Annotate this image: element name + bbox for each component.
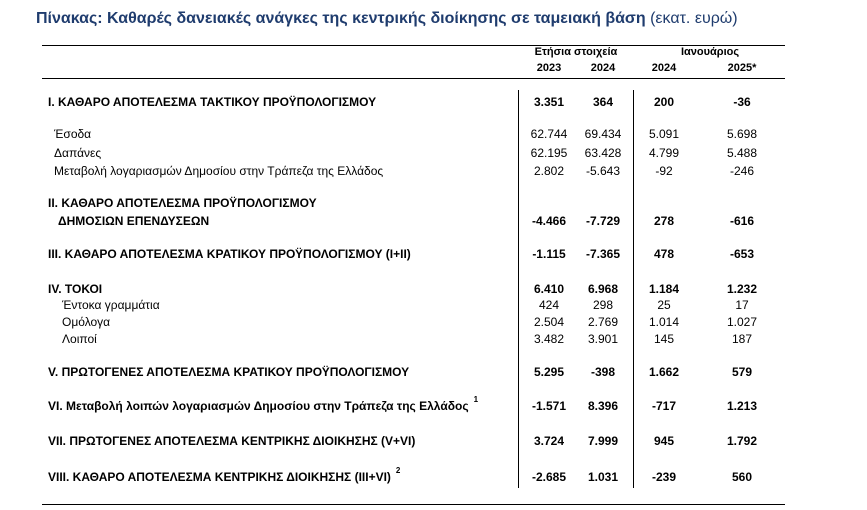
table-row xyxy=(0,365,867,381)
row-value-col-4: -653 xyxy=(729,247,755,261)
row-label: Λοιποί xyxy=(62,332,97,346)
row-value-col-1: 3.351 xyxy=(533,95,565,109)
row-value-col-4: 1.792 xyxy=(726,434,758,448)
row-value-col-4: 560 xyxy=(731,470,753,484)
table-row xyxy=(0,146,867,162)
title-unit: (εκατ. ευρώ) xyxy=(650,10,738,27)
header-rule xyxy=(42,78,785,79)
row-value-col-4: 5.488 xyxy=(726,146,758,160)
table-row xyxy=(0,247,867,263)
row-value-col-4: 579 xyxy=(731,365,753,379)
row-value-col-2: 69.434 xyxy=(584,127,622,141)
header-col-2023: 2023 xyxy=(536,62,562,74)
row-value-col-4: 1.232 xyxy=(726,282,758,296)
row-label: Έσοδα xyxy=(54,127,92,141)
footnote-marker: 2 xyxy=(395,466,401,475)
row-value-col-2: 63.428 xyxy=(584,146,622,160)
row-value-col-4: -36 xyxy=(733,95,751,109)
row-value-col-2: -5.643 xyxy=(585,164,621,178)
table-row xyxy=(0,332,867,348)
row-value-col-1: 5.295 xyxy=(533,365,565,379)
row-value-col-1: 62.195 xyxy=(530,146,568,160)
row-value-col-1: 62.744 xyxy=(530,127,568,141)
row-label: III. ΚΑΘΑΡΟ ΑΠΟΤΕΛΕΣΜΑ ΚΡΑΤΙΚΟΥ ΠΡΟΫΠΟΛΟΓΙΣΜΟΥ (I+II) xyxy=(48,247,411,261)
row-value-col-1: 2.802 xyxy=(533,164,565,178)
row-value-col-2: -7.365 xyxy=(585,247,621,261)
row-value-col-4: 17 xyxy=(735,298,749,312)
table-row xyxy=(0,434,867,450)
row-value-col-3: 1.014 xyxy=(648,315,680,329)
row-value-col-1: -1.571 xyxy=(531,399,567,413)
table-row xyxy=(0,282,867,298)
row-value-col-3: -92 xyxy=(655,164,673,178)
row-value-col-3: 5.091 xyxy=(648,127,680,141)
row-value-col-3: 145 xyxy=(653,332,675,346)
row-value-col-4: -616 xyxy=(729,214,755,228)
table-row xyxy=(0,196,867,212)
row-value-col-4: 1.213 xyxy=(726,399,758,413)
row-value-col-2: 298 xyxy=(592,298,614,312)
row-value-col-2: -7.729 xyxy=(585,214,621,228)
row-value-col-1: 3.724 xyxy=(533,434,565,448)
footnote-marker: 1 xyxy=(473,395,479,404)
row-value-col-2: 364 xyxy=(592,95,614,109)
row-value-col-2: -398 xyxy=(590,365,616,379)
row-value-col-3: 278 xyxy=(653,214,675,228)
row-value-col-1: -4.466 xyxy=(531,214,567,228)
row-label: ΔΗΜΟΣΙΩΝ ΕΠΕΝΔΥΣΕΩΝ xyxy=(58,214,210,228)
table-row xyxy=(0,164,867,180)
row-value-col-3: -717 xyxy=(651,399,677,413)
row-value-col-1: -1.115 xyxy=(532,247,566,261)
row-label: VIII. ΚΑΘΑΡΟ ΑΠΟΤΕΛΕΣΜΑ ΚΕΝΤΡΙΚΗΣ ΔΙΟΙΚΗΣΗΣ (III+VI) xyxy=(48,470,391,484)
row-value-col-2: 6.968 xyxy=(587,282,619,296)
row-value-col-1: -2.685 xyxy=(531,470,567,484)
row-value-col-4: 1.027 xyxy=(726,315,758,329)
row-value-col-2: 7.999 xyxy=(587,434,619,448)
header-col-2024: 2024 xyxy=(590,62,616,74)
table-row xyxy=(0,466,867,486)
table-row xyxy=(0,127,867,143)
header-group-annual: Ετήσια στοιχεία xyxy=(534,46,618,58)
table-row xyxy=(0,214,867,230)
title-main: Πίνακας: Καθαρές δανειακές ανάγκες της κεντρικής διοίκησης σε ταμειακή βάση xyxy=(36,10,646,27)
table-row xyxy=(0,315,867,331)
row-value-col-1: 3.482 xyxy=(533,332,565,346)
row-value-col-1: 2.504 xyxy=(533,315,565,329)
row-value-col-1: 6.410 xyxy=(533,282,565,296)
row-label: II. ΚΑΘΑΡΟ ΑΠΟΤΕΛΕΣΜΑ ΠΡΟΫΠΟΛΟΓΙΣΜΟΥ xyxy=(48,196,317,210)
row-value-col-3: -239 xyxy=(651,470,677,484)
header-col-jan-2025: 2025* xyxy=(727,62,757,74)
row-value-col-3: 1.184 xyxy=(648,282,680,296)
bottom-rule xyxy=(42,504,785,505)
row-value-col-3: 945 xyxy=(653,434,675,448)
row-value-col-3: 4.799 xyxy=(648,146,680,160)
row-label: I. ΚΑΘΑΡΟ ΑΠΟΤΕΛΕΣΜΑ ΤΑΚΤΙΚΟΥ ΠΡΟΫΠΟΛΟΓΙΣΜΟΥ xyxy=(48,95,377,109)
row-value-col-3: 200 xyxy=(653,95,675,109)
row-value-col-3: 1.662 xyxy=(648,365,680,379)
row-value-col-2: 1.031 xyxy=(587,470,619,484)
table-row xyxy=(0,395,867,415)
row-label: V. ΠΡΩΤΟΓΕΝΕΣ ΑΠΟΤΕΛΕΣΜΑ ΚΡΑΤΙΚΟΥ ΠΡΟΫΠΟΛΟΓΙΣΜΟΥ xyxy=(48,365,410,379)
row-value-col-2: 8.396 xyxy=(587,399,619,413)
row-value-col-3: 478 xyxy=(653,247,675,261)
row-value-col-4: -246 xyxy=(729,164,755,178)
row-value-col-4: 187 xyxy=(731,332,753,346)
row-label: Έντοκα γραμμάτια xyxy=(62,298,160,312)
row-label: Δαπάνες xyxy=(54,146,102,160)
table-row xyxy=(0,298,867,314)
row-label: Μεταβολή λογαριασμών Δημοσίου στην Τράπεζα της Ελλάδος xyxy=(54,164,384,178)
row-value-col-3: 25 xyxy=(657,298,671,312)
header-group-january: Ιανουάριος xyxy=(680,46,740,58)
row-value-col-2: 2.769 xyxy=(587,315,619,329)
header-col-jan-2024: 2024 xyxy=(651,62,677,74)
table-row xyxy=(0,95,867,111)
row-value-col-1: 424 xyxy=(538,298,560,312)
row-value-col-4: 5.698 xyxy=(726,127,758,141)
row-label: VI. Μεταβολή λοιπών λογαριασμών Δημοσίου στην Τράπεζα της Ελλάδος xyxy=(48,399,469,413)
row-label: IV. ΤΟΚΟΙ xyxy=(48,282,103,296)
table-title xyxy=(36,10,738,28)
row-label: VII. ΠΡΩΤΟΓΕΝΕΣ ΑΠΟΤΕΛΕΣΜΑ ΚΕΝΤΡΙΚΗΣ ΔΙΟΙΚΗΣΗΣ (V+VI) xyxy=(48,434,416,448)
row-label: Ομόλογα xyxy=(62,315,111,329)
row-value-col-2: 3.901 xyxy=(587,332,619,346)
